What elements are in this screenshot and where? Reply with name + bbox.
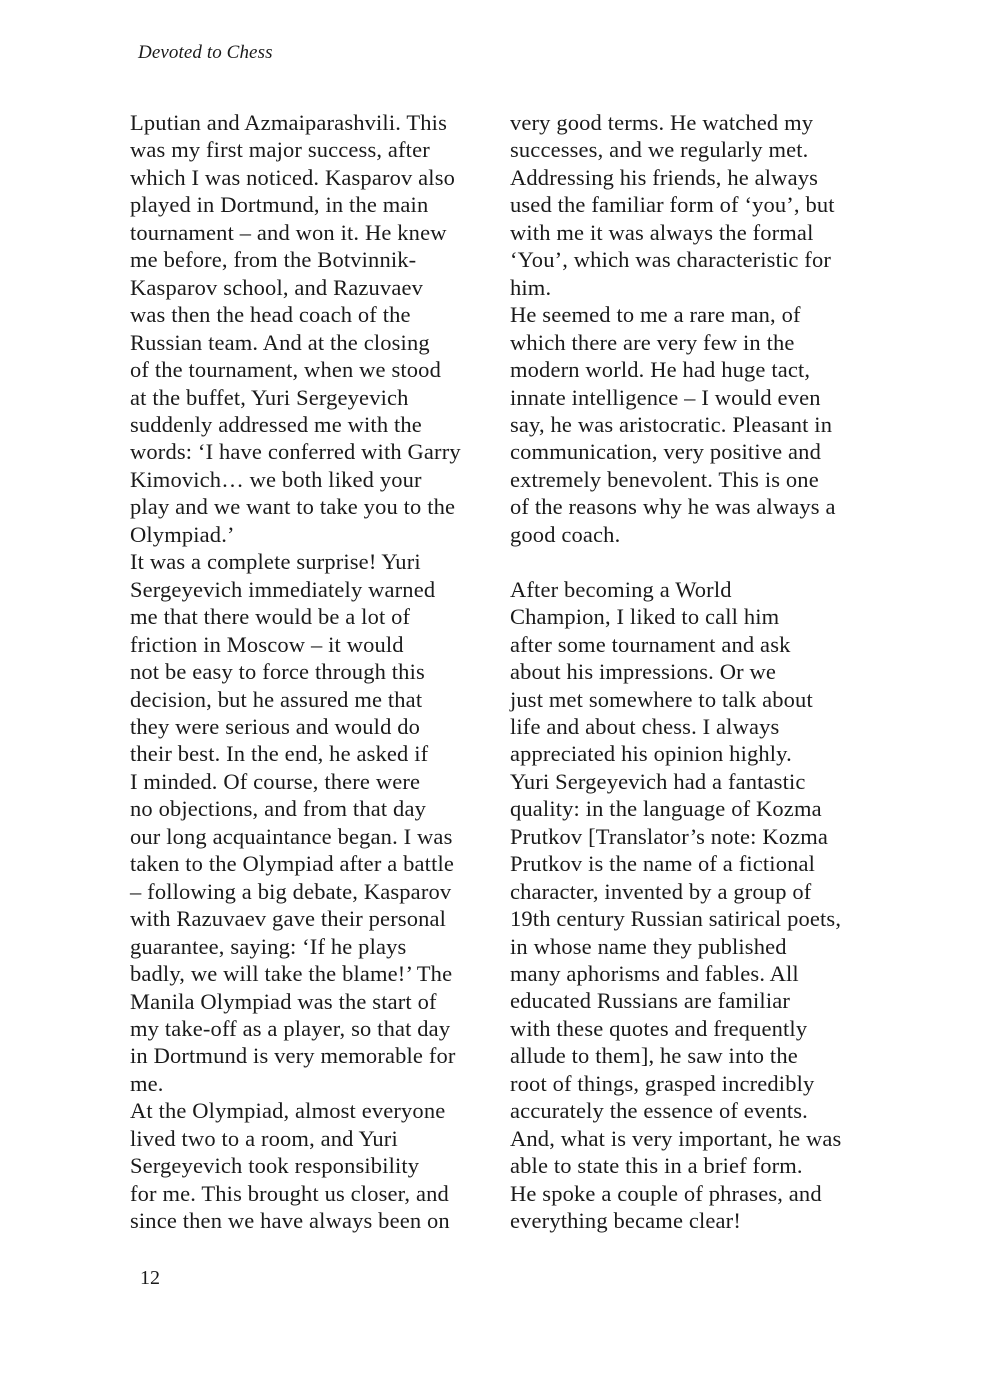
text-line: Sergeyevich took responsibility <box>130 1153 420 1179</box>
text-line: everything became clear! <box>510 1208 741 1234</box>
text-line: which there are very few in the <box>510 329 795 355</box>
text-line: with these quotes and frequently <box>510 1015 808 1041</box>
text-line: about his impressions. Or we <box>510 659 777 685</box>
text-line: just met somewhere to talk about <box>510 686 813 712</box>
text-line: Prutkov is the name of a fictional <box>510 851 816 877</box>
text-line: badly, we will take the blame!’ The <box>130 961 453 987</box>
text-line: no objections, and from that day <box>130 796 426 822</box>
text-line: And, what is very important, he was <box>510 1125 842 1151</box>
text-line: good coach. <box>510 521 621 547</box>
text-line: educated Russians are familiar <box>510 988 791 1014</box>
text-line: for me. This brought us closer, and <box>130 1180 449 1206</box>
text-line: suddenly addressed me with the <box>130 411 422 437</box>
left-text-column <box>130 109 490 1235</box>
text-line: At the Olympiad, almost everyone <box>130 1098 446 1124</box>
text-line: taken to the Olympiad after a battle <box>130 851 455 877</box>
text-line: communication, very positive and <box>510 439 821 465</box>
text-line: of the tournament, when we stood <box>130 357 441 383</box>
text-line: character, invented by a group of <box>510 878 812 904</box>
text-line: Kasparov school, and Razuvaev <box>130 274 424 300</box>
text-line: Russian team. And at the closing <box>130 329 430 355</box>
text-line: tournament – and won it. He knew <box>130 219 447 245</box>
text-line: with Razuvaev gave their personal <box>130 906 447 932</box>
text-line: play and we want to take you to the <box>130 494 456 520</box>
text-line: their best. In the end, he asked if <box>130 741 429 767</box>
text-line: say, he was aristocratic. Pleasant in <box>510 411 833 437</box>
text-line: him. <box>510 274 552 300</box>
text-line: Kimovich… we both liked your <box>130 466 422 492</box>
text-line: friction in Moscow – it would <box>130 631 404 657</box>
text-line: lived two to a room, and Yuri <box>130 1125 398 1151</box>
text-line: since then we have always been on <box>130 1208 450 1234</box>
text-line: successes, and we regularly met. <box>510 137 809 163</box>
text-line: – following a big debate, Kasparov <box>130 878 452 904</box>
text-line: with me it was always the formal <box>510 219 814 245</box>
text-line: our long acquaintance began. I was <box>130 823 453 849</box>
text-line: guarantee, saying: ‘If he plays <box>130 933 407 959</box>
text-line: He spoke a couple of phrases, and <box>510 1180 822 1206</box>
running-title: Devoted to Chess <box>138 42 273 63</box>
text-line: after some tournament and ask <box>510 631 791 657</box>
text-line: It was a complete surprise! Yuri <box>130 549 421 575</box>
text-line: very good terms. He watched my <box>510 110 814 135</box>
text-line: extremely benevolent. This is one <box>510 466 819 492</box>
text-line: able to state this in a brief form. <box>510 1153 803 1179</box>
text-line: quality: in the language of Kozma <box>510 796 822 822</box>
text-line: at the buffet, Yuri Sergeyevich <box>130 384 409 410</box>
text-line: He seemed to me a rare man, of <box>510 302 801 328</box>
text-line: in Dortmund is very memorable for <box>130 1043 456 1069</box>
text-line: played in Dortmund, in the main <box>130 192 429 218</box>
text-line: ‘You’, which was characteristic for <box>510 247 831 273</box>
text-line: was then the head coach of the <box>130 302 411 328</box>
text-line: me. <box>130 1070 164 1096</box>
text-line: of the reasons why he was always a <box>510 494 836 520</box>
text-line: appreciated his opinion highly. <box>510 741 792 767</box>
text-line: not be easy to force through this <box>130 659 425 685</box>
text-line: accurately the essence of events. <box>510 1098 808 1124</box>
text-line: me before, from the Botvinnik- <box>130 247 417 273</box>
text-line: me that there would be a lot of <box>130 604 411 630</box>
text-line: Sergeyevich immediately warned <box>130 576 436 602</box>
text-line: they were serious and would do <box>130 713 421 739</box>
text-line: Addressing his friends, he always <box>510 164 819 190</box>
text-line: Champion, I liked to call him <box>510 604 780 630</box>
text-line: my take-off as a player, so that day <box>130 1015 451 1041</box>
text-line: modern world. He had huge tact, <box>510 357 811 383</box>
text-line: After becoming a World <box>510 576 732 602</box>
text-line: decision, but he assured me that <box>130 686 423 712</box>
text-line: Manila Olympiad was the start of <box>130 988 437 1014</box>
text-line: Yuri Sergeyevich had a fantastic <box>510 768 806 794</box>
text-line: Olympiad.’ <box>130 521 235 547</box>
text-line: many aphorisms and fables. All <box>510 961 799 987</box>
text-line: allude to them], he saw into the <box>510 1043 798 1069</box>
paragraph-break <box>510 548 880 575</box>
text-line: words: ‘I have conferred with Garry <box>130 439 461 465</box>
text-line: innate intelligence – I would even <box>510 384 821 410</box>
text-line: Lputian and Azmaiparashvili. This <box>130 110 447 135</box>
text-line: root of things, grasped incredibly <box>510 1070 815 1096</box>
right-text-column <box>510 109 880 1235</box>
text-line: Prutkov [Translator’s note: Kozma <box>510 823 829 849</box>
page-number: 12 <box>140 1267 160 1289</box>
text-line: life and about chess. I always <box>510 713 780 739</box>
text-line: which I was noticed. Kasparov also <box>130 164 456 190</box>
text-line: I minded. Of course, there were <box>130 768 421 794</box>
text-line: used the familiar form of ‘you’, but <box>510 192 835 218</box>
text-line: in whose name they published <box>510 933 787 959</box>
text-line: 19th century Russian satirical poets, <box>510 906 842 932</box>
text-line: was my first major success, after <box>130 137 430 163</box>
